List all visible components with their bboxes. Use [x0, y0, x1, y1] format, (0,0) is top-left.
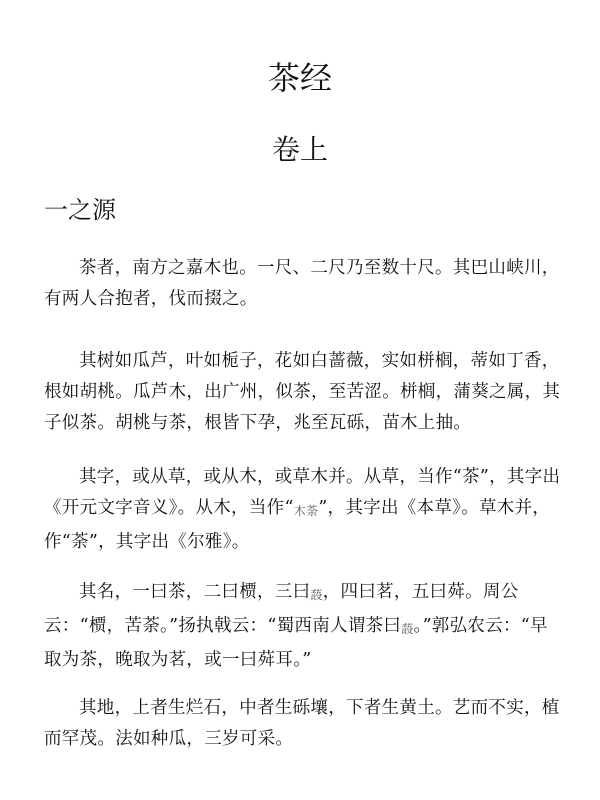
rare-character-glyph: 蔎 [401, 622, 414, 636]
volume-title: 卷上 [271, 133, 328, 166]
rare-character-glyph: 蔎 [310, 588, 323, 602]
book-title: 茶经 [267, 59, 332, 97]
paragraph-3-text-b: ”，其字出《本草》。草木并，作“荼”，其字出《尔雅》。 [44, 498, 551, 552]
section-title: 一之源 [44, 196, 116, 224]
paragraph-1: 茶者，南方之嘉木也。一尺、二尺乃至数十尺。其巴山峡川，有两人合抱者，伐而掇之。 [44, 258, 560, 309]
paragraph-3-text-a: 其字，或从草，或从木，或草木并。从草，当作“茶”，其字出《开元文字音义》。从木，当作“ [44, 467, 561, 518]
paragraph-2: 其树如瓜芦，叶如栀子，花如白蔷薇，实如栟榈，蒂如丁香，根如胡桃。瓜芦木，出广州，似茶，至苦涩。栟榈，蒲葵之属，其子似茶。胡桃与茶，根皆下孕，兆至瓦砾，苗木上抽。 [44, 351, 561, 433]
paragraph-3 [44, 462, 564, 558]
paragraph-4-text-c: 。”郭弘农云：“早取为茶，晚取为茗，或一曰荈耳。” [44, 616, 548, 670]
paragraph-5: 其地，上者生烂石，中者生砾壤，下者生黄土。艺而不实，植而罕茂。法如种瓜，三岁可采。 [44, 698, 560, 749]
paragraph-4-text-a: 其名，一曰茶，二曰槚，三曰 [79, 582, 311, 602]
rare-character-glyph: 木荼 [293, 504, 319, 518]
paragraph-4-text-b: ，四曰茗，五曰荈。周公云：“槚，苦荼。”扬执戟云：“蜀西南人谓茶曰 [44, 582, 519, 636]
paragraph-4 [44, 577, 564, 676]
